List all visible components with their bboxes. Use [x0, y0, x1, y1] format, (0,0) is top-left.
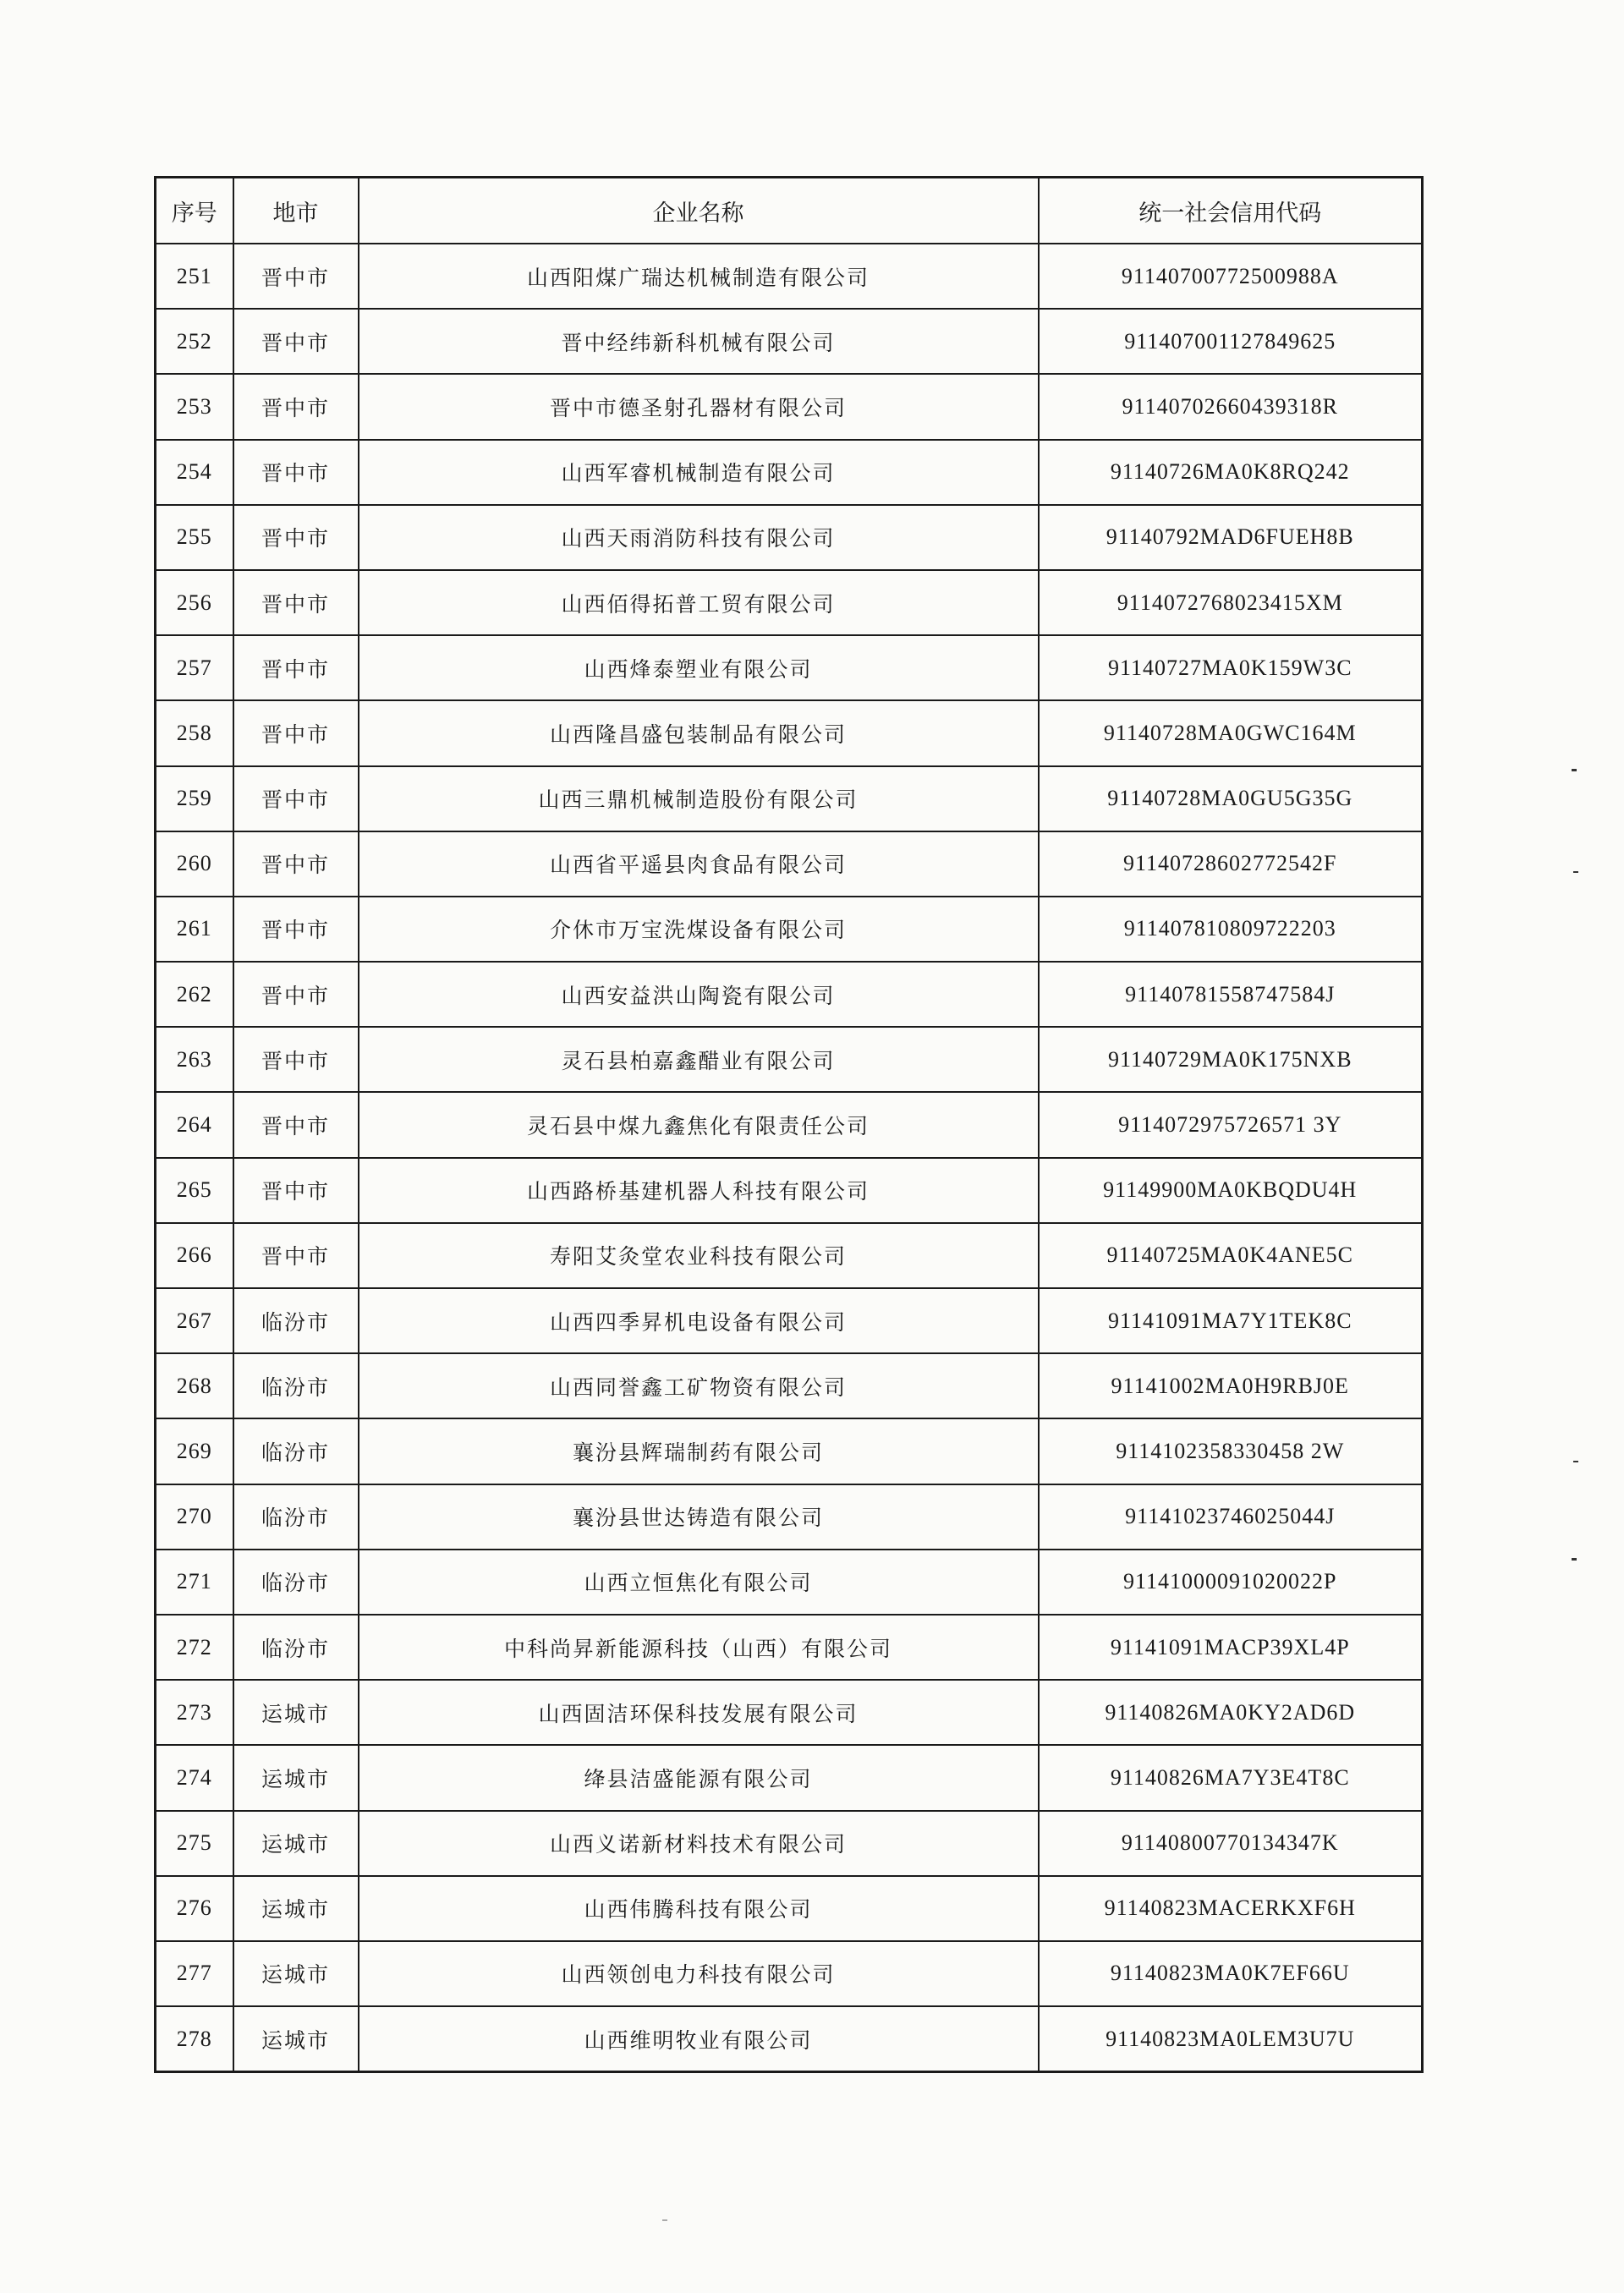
cell-city: 晋中市 — [233, 831, 359, 897]
header-row — [156, 178, 1423, 244]
cell-city: 临汾市 — [233, 1550, 359, 1615]
cell-code: 91140702660439318R — [1039, 374, 1423, 439]
cell-city: 晋中市 — [233, 700, 359, 765]
table-row — [156, 1418, 1423, 1484]
cell-code: 91140728MA0GU5G35G — [1039, 766, 1423, 831]
cell-name: 山西烽泰塑业有限公司 — [359, 635, 1039, 700]
cell-city: 晋中市 — [233, 766, 359, 831]
cell-code: 91141002MA0H9RBJ0E — [1039, 1353, 1423, 1418]
cell-city: 晋中市 — [233, 1158, 359, 1223]
table-row — [156, 1615, 1423, 1680]
cell-city: 晋中市 — [233, 1223, 359, 1288]
table-row — [156, 766, 1423, 831]
table-row — [156, 1092, 1423, 1157]
cell-code: 91140823MA0K7EF66U — [1039, 1941, 1423, 2006]
table-row — [156, 1941, 1423, 2006]
cell-city: 临汾市 — [233, 1353, 359, 1418]
cell-name: 晋中经纬新科机械有限公司 — [359, 309, 1039, 374]
table-row — [156, 1158, 1423, 1223]
table-row — [156, 244, 1423, 309]
table-row — [156, 1876, 1423, 1941]
cell-city: 晋中市 — [233, 440, 359, 505]
cell-city: 运城市 — [233, 1680, 359, 1745]
cell-no: 276 — [156, 1876, 233, 1941]
cell-city: 临汾市 — [233, 1418, 359, 1484]
table-row — [156, 1288, 1423, 1353]
cell-name: 山西领创电力科技有限公司 — [359, 1941, 1039, 2006]
scan-mark — [1572, 1558, 1577, 1561]
table-row — [156, 962, 1423, 1027]
table-row — [156, 1027, 1423, 1092]
cell-code: 91149900MA0KBQDU4H — [1039, 1158, 1423, 1223]
cell-name: 山西阳煤广瑞达机械制造有限公司 — [359, 244, 1039, 309]
cell-code: 91140700772500988A — [1039, 244, 1423, 309]
cell-city: 晋中市 — [233, 962, 359, 1027]
cell-city: 晋中市 — [233, 505, 359, 570]
cell-city: 临汾市 — [233, 1615, 359, 1680]
cell-city: 晋中市 — [233, 244, 359, 309]
cell-no: 267 — [156, 1288, 233, 1353]
cell-city: 运城市 — [233, 1745, 359, 1810]
cell-name: 介休市万宝洗煤设备有限公司 — [359, 897, 1039, 962]
cell-no: 269 — [156, 1418, 233, 1484]
cell-code: 91140823MA0LEM3U7U — [1039, 2006, 1423, 2072]
cell-name: 襄汾县世达铸造有限公司 — [359, 1484, 1039, 1550]
scan-mark — [1573, 871, 1578, 873]
cell-no: 277 — [156, 1941, 233, 2006]
cell-code: 91141000091020022P — [1039, 1550, 1423, 1615]
cell-no: 263 — [156, 1027, 233, 1092]
cell-code: 91140826MA0KY2AD6D — [1039, 1680, 1423, 1745]
cell-no: 253 — [156, 374, 233, 439]
cell-no: 266 — [156, 1223, 233, 1288]
header-code: 统一社会信用代码 — [1039, 178, 1423, 244]
cell-code: 91140726MA0K8RQ242 — [1039, 440, 1423, 505]
table-row — [156, 505, 1423, 570]
cell-no: 261 — [156, 897, 233, 962]
cell-code: 91140725MA0K4ANE5C — [1039, 1223, 1423, 1288]
cell-no: 274 — [156, 1745, 233, 1810]
cell-name: 灵石县柏嘉鑫醋业有限公司 — [359, 1027, 1039, 1092]
table-row — [156, 1745, 1423, 1810]
cell-name: 灵石县中煤九鑫焦化有限责任公司 — [359, 1092, 1039, 1157]
cell-city: 临汾市 — [233, 1288, 359, 1353]
cell-no: 275 — [156, 1811, 233, 1876]
cell-code: 9114102358330458 2W — [1039, 1418, 1423, 1484]
cell-code: 91141091MACP39XL4P — [1039, 1615, 1423, 1680]
cell-no: 265 — [156, 1158, 233, 1223]
cell-city: 运城市 — [233, 1876, 359, 1941]
cell-name: 绛县洁盛能源有限公司 — [359, 1745, 1039, 1810]
cell-name: 山西四季昇机电设备有限公司 — [359, 1288, 1039, 1353]
table-row — [156, 897, 1423, 962]
table-row — [156, 1223, 1423, 1288]
cell-code: 91141023746025044J — [1039, 1484, 1423, 1550]
table-row — [156, 700, 1423, 765]
cell-code: 91140800770134347K — [1039, 1811, 1423, 1876]
table-row — [156, 1484, 1423, 1550]
cell-name: 山西固洁环保科技发展有限公司 — [359, 1680, 1039, 1745]
header-city: 地市 — [233, 178, 359, 244]
header-no: 序号 — [156, 178, 233, 244]
cell-no: 272 — [156, 1615, 233, 1680]
header-name: 企业名称 — [359, 178, 1039, 244]
table-row — [156, 831, 1423, 897]
table-row — [156, 1811, 1423, 1876]
cell-name: 山西伟腾科技有限公司 — [359, 1876, 1039, 1941]
cell-name: 山西立恒焦化有限公司 — [359, 1550, 1039, 1615]
cell-city: 临汾市 — [233, 1484, 359, 1550]
cell-no: 259 — [156, 766, 233, 831]
cell-code: 91140728602772542F — [1039, 831, 1423, 897]
cell-name: 山西省平遥县肉食品有限公司 — [359, 831, 1039, 897]
cell-no: 255 — [156, 505, 233, 570]
cell-no: 278 — [156, 2006, 233, 2072]
table-row — [156, 2006, 1423, 2072]
scan-mark — [1573, 1461, 1578, 1462]
cell-city: 运城市 — [233, 1941, 359, 2006]
cell-name: 山西三鼎机械制造股份有限公司 — [359, 766, 1039, 831]
cell-city: 晋中市 — [233, 897, 359, 962]
table-row — [156, 570, 1423, 635]
cell-no: 262 — [156, 962, 233, 1027]
cell-code: 91140792MAD6FUEH8B — [1039, 505, 1423, 570]
cell-name: 襄汾县辉瑞制药有限公司 — [359, 1418, 1039, 1484]
table-row — [156, 1680, 1423, 1745]
cell-city: 运城市 — [233, 2006, 359, 2072]
cell-code: 9114072768023415XM — [1039, 570, 1423, 635]
cell-name: 中科尚昇新能源科技（山西）有限公司 — [359, 1615, 1039, 1680]
cell-code: 91140781558747584J — [1039, 962, 1423, 1027]
cell-no: 256 — [156, 570, 233, 635]
enterprise-table — [154, 176, 1424, 2073]
cell-code: 911407001127849625 — [1039, 309, 1423, 374]
table-row — [156, 374, 1423, 439]
cell-code: 911407810809722203 — [1039, 897, 1423, 962]
cell-no: 268 — [156, 1353, 233, 1418]
table-row — [156, 309, 1423, 374]
cell-no: 270 — [156, 1484, 233, 1550]
cell-no: 264 — [156, 1092, 233, 1157]
cell-code: 91140728MA0GWC164M — [1039, 700, 1423, 765]
cell-name: 山西军睿机械制造有限公司 — [359, 440, 1039, 505]
cell-name: 山西义诺新材料技术有限公司 — [359, 1811, 1039, 1876]
cell-name: 山西佰得拓普工贸有限公司 — [359, 570, 1039, 635]
cell-no: 252 — [156, 309, 233, 374]
cell-city: 晋中市 — [233, 570, 359, 635]
cell-name: 山西维明牧业有限公司 — [359, 2006, 1039, 2072]
cell-code: 9114072975726571 3Y — [1039, 1092, 1423, 1157]
cell-name: 山西安益洪山陶瓷有限公司 — [359, 962, 1039, 1027]
cell-no: 273 — [156, 1680, 233, 1745]
cell-name: 山西隆昌盛包装制品有限公司 — [359, 700, 1039, 765]
cell-no: 271 — [156, 1550, 233, 1615]
table-row — [156, 1353, 1423, 1418]
cell-code: 91140727MA0K159W3C — [1039, 635, 1423, 700]
cell-no: 258 — [156, 700, 233, 765]
cell-name: 晋中市德圣射孔器材有限公司 — [359, 374, 1039, 439]
cell-no: 251 — [156, 244, 233, 309]
cell-no: 257 — [156, 635, 233, 700]
cell-code: 91141091MA7Y1TEK8C — [1039, 1288, 1423, 1353]
cell-name: 山西天雨消防科技有限公司 — [359, 505, 1039, 570]
table-row — [156, 635, 1423, 700]
cell-city: 晋中市 — [233, 635, 359, 700]
cell-code: 91140826MA7Y3E4T8C — [1039, 1745, 1423, 1810]
table-row — [156, 1550, 1423, 1615]
cell-no: 254 — [156, 440, 233, 505]
scan-mark — [1572, 769, 1577, 771]
cell-city: 晋中市 — [233, 1027, 359, 1092]
enterprise-list-sheet — [154, 176, 1421, 2073]
cell-name: 寿阳艾灸堂农业科技有限公司 — [359, 1223, 1039, 1288]
scan-mark — [662, 2219, 667, 2221]
cell-city: 晋中市 — [233, 1092, 359, 1157]
cell-name: 山西路桥基建机器人科技有限公司 — [359, 1158, 1039, 1223]
cell-city: 运城市 — [233, 1811, 359, 1876]
cell-code: 91140823MACERKXF6H — [1039, 1876, 1423, 1941]
cell-code: 91140729MA0K175NXB — [1039, 1027, 1423, 1092]
table-body — [156, 244, 1423, 2072]
cell-no: 260 — [156, 831, 233, 897]
cell-name: 山西同誉鑫工矿物资有限公司 — [359, 1353, 1039, 1418]
cell-city: 晋中市 — [233, 374, 359, 439]
table-row — [156, 440, 1423, 505]
cell-city: 晋中市 — [233, 309, 359, 374]
